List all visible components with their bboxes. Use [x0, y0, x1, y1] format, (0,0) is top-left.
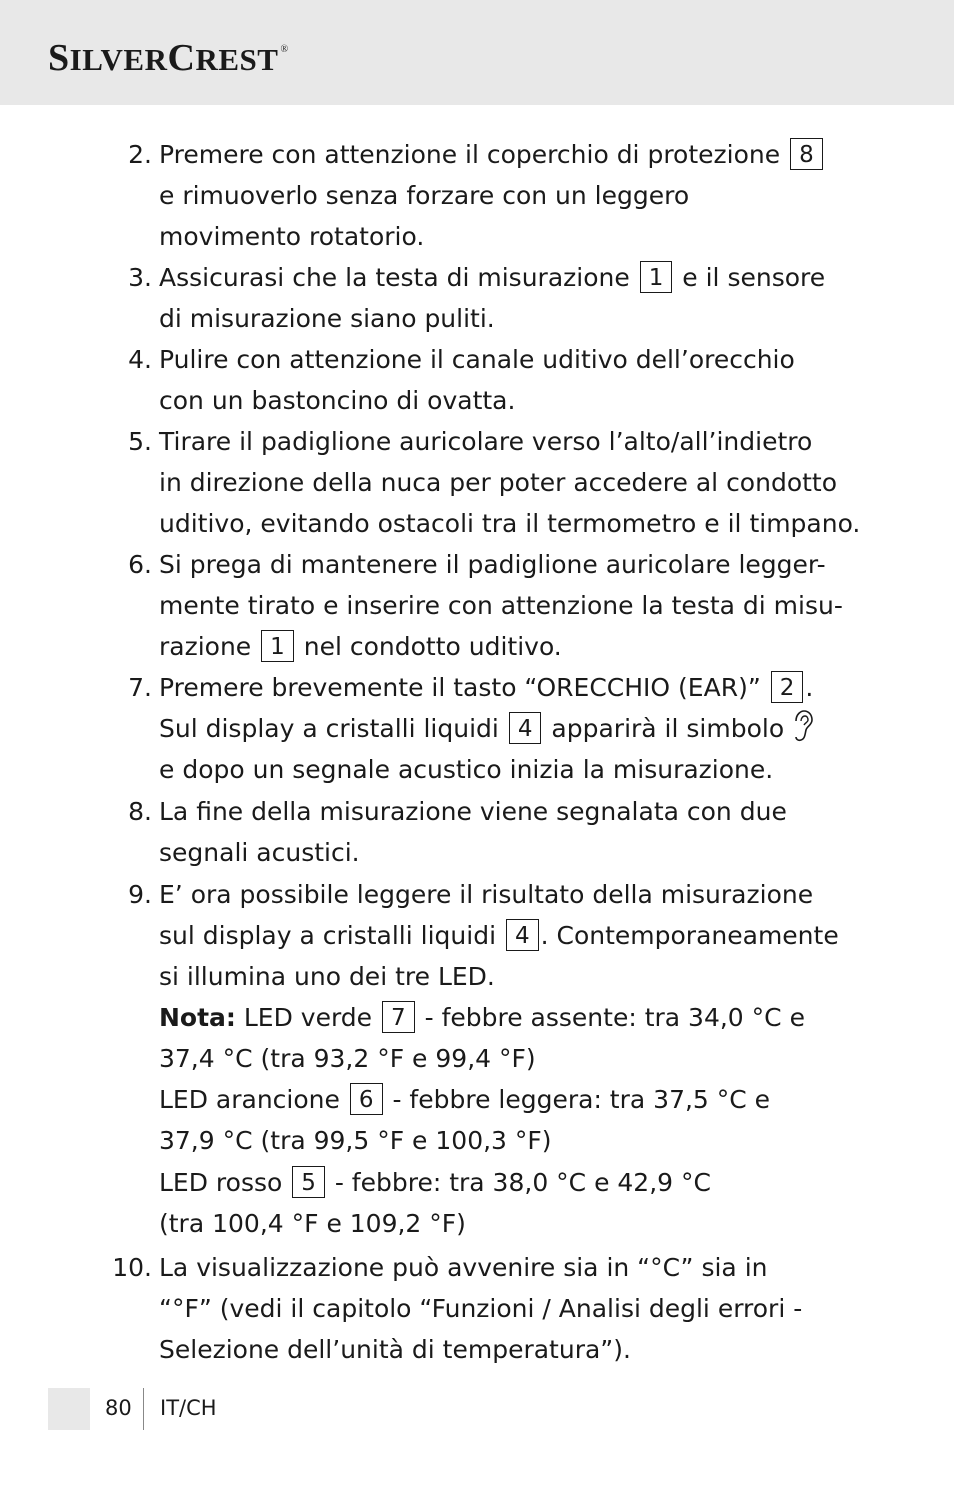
text: - febbre leggera: tra 37,5 °C e [392, 1085, 771, 1114]
item-line: di misurazione siano puliti. [159, 304, 495, 333]
item-line: Si prega di mantenere il padiglione auricolare legger- [159, 550, 826, 579]
text: nel condotto uditivo. [303, 632, 562, 661]
item-number: 8. [128, 797, 152, 826]
text: sul display a cristalli liquidi [159, 921, 497, 950]
item-number: 5. [128, 427, 152, 456]
item-line: movimento rotatorio. [159, 222, 425, 251]
ref-box: 1 [640, 261, 673, 293]
item-line [159, 134, 825, 175]
ref-box: 5 [292, 1166, 325, 1198]
text: Sul display a cristalli liquidi [159, 714, 499, 743]
text: . Contemporaneamente [540, 921, 839, 950]
text: Premere brevemente il tasto “ORECCHIO (EAR)” [159, 673, 761, 702]
item-line: e rimuoverlo senza forzare con un leggero [159, 181, 690, 210]
item-line [159, 667, 813, 708]
item-number: 4. [128, 345, 152, 374]
text: . [805, 673, 814, 702]
item-line: e dopo un segnale acustico inizia la misurazione. [159, 755, 774, 784]
text: LED verde [243, 1003, 373, 1032]
brand-logo-s: S [48, 37, 70, 79]
brand-logo-ilver: ILVER [69, 42, 168, 77]
item-line: uditivo, evitando ostacoli tra il termometro e il timpano. [159, 509, 861, 538]
brand-logo-rest: REST [195, 42, 279, 77]
item-line: E’ ora possibile leggere il risultato della misurazione [159, 880, 814, 909]
note-line [159, 997, 805, 1038]
text: Premere con attenzione il coperchio di protezione [159, 140, 781, 169]
language-code: IT/CH [160, 1396, 217, 1420]
ref-box: 2 [771, 671, 804, 703]
note-label: Nota: [159, 1003, 236, 1032]
text: Assicurasi che la testa di misurazione [159, 263, 630, 292]
ref-box: 4 [509, 712, 542, 744]
ear-icon [792, 709, 814, 743]
ref-box: 8 [790, 138, 823, 170]
footer-divider [143, 1388, 144, 1430]
text: e il sensore [682, 263, 826, 292]
text: - febbre assente: tra 34,0 °C e [424, 1003, 805, 1032]
page-number: 80 [105, 1396, 132, 1420]
item-line [159, 626, 562, 667]
text: - febbre: tra 38,0 °C e 42,9 °C [334, 1168, 711, 1197]
item-line: mente tirato e inserire con attenzione la testa di misu- [159, 591, 843, 620]
item-line [159, 915, 839, 956]
item-line [159, 1079, 770, 1120]
ref-box: 6 [350, 1083, 383, 1115]
item-line: Tirare il padiglione auricolare verso l’alto/all’indietro [159, 427, 813, 456]
brand-logo [48, 36, 289, 80]
item-line: 37,9 °C (tra 99,5 °F e 100,3 °F) [159, 1126, 552, 1155]
brand-logo-c: C [167, 37, 196, 79]
item-number: 6. [128, 550, 152, 579]
item-number: 7. [128, 673, 152, 702]
item-line: Selezione dell’unità di temperatura”). [159, 1335, 631, 1364]
item-line: La fine della misurazione viene segnalata con due [159, 797, 787, 826]
ref-box: 4 [506, 919, 539, 951]
ref-box: 7 [382, 1001, 415, 1033]
item-line [159, 1162, 711, 1203]
text: LED arancione [159, 1085, 340, 1114]
item-line: (tra 100,4 °F e 109,2 °F) [159, 1209, 466, 1238]
item-line [159, 257, 825, 298]
item-line [159, 708, 814, 749]
item-number: 3. [128, 263, 152, 292]
item-number: 2. [128, 140, 152, 169]
item-line: 37,4 °C (tra 93,2 °F e 99,4 °F) [159, 1044, 536, 1073]
item-line: La visualizzazione può avvenire sia in “°C” sia in [159, 1253, 768, 1282]
item-line: “°F” (vedi il capitolo “Funzioni / Analisi degli errori - [159, 1294, 803, 1323]
item-line: in direzione della nuca per poter accedere al condotto [159, 468, 838, 497]
registered-mark: ® [280, 44, 289, 55]
item-number: 9. [128, 880, 152, 909]
item-line: segnali acustici. [159, 838, 360, 867]
footer-box [48, 1388, 90, 1430]
text: LED rosso [159, 1168, 283, 1197]
item-line: Pulire con attenzione il canale uditivo dell’orecchio [159, 345, 795, 374]
item-line: con un bastoncino di ovatta. [159, 386, 516, 415]
text: apparirà il simbolo [551, 714, 785, 743]
text: razione [159, 632, 252, 661]
item-line: si illumina uno dei tre LED. [159, 962, 495, 991]
item-number: 10. [112, 1253, 152, 1282]
ref-box: 1 [261, 630, 294, 662]
